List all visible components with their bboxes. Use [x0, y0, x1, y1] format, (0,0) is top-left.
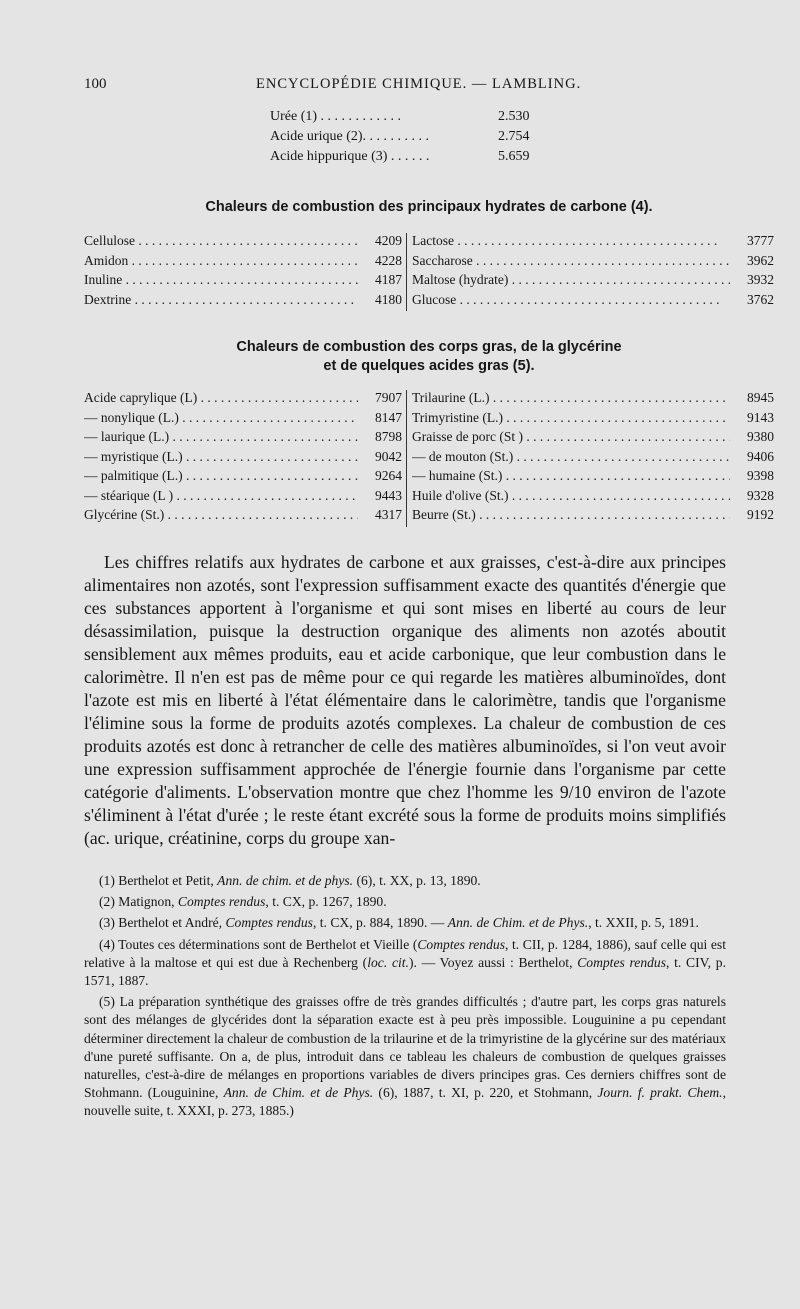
table-row [84, 449, 402, 469]
leader-dots: . . . . . . [387, 149, 430, 164]
table-row [412, 468, 774, 488]
leader-dots: . . . . . . . . . . . . [317, 109, 402, 124]
row-name: — stéarique (L ) . . . [84, 488, 358, 508]
table-row [412, 390, 774, 410]
row-name: — myristique (L.) . . . [84, 449, 358, 469]
table-row [412, 233, 774, 253]
column-divider [406, 390, 407, 527]
running-head [84, 76, 774, 98]
row-value: 9264 [375, 468, 402, 483]
row-value: 4228 [375, 252, 402, 268]
table-row [270, 109, 550, 129]
row-value: 3777 [747, 233, 774, 248]
row-name: Amidon . . . [84, 253, 358, 273]
table-row [412, 488, 774, 508]
row-value: 9042 [375, 448, 402, 464]
row-value: 4209 [375, 233, 402, 248]
table-row [412, 449, 774, 469]
row-name: Trilaurine (L.) . . . [412, 390, 730, 410]
fats-heading-line2: et de quelques acides gras (5). [323, 358, 535, 374]
table-row [412, 429, 774, 449]
fats-heading-line1: Chaleurs de combustion des corps gras, de la glycérine [236, 339, 622, 355]
table-row [412, 507, 774, 527]
row-value: 9398 [747, 468, 774, 483]
row-name: Acide urique (2) [270, 129, 363, 144]
table-row [412, 292, 774, 312]
row-value: 7907 [375, 390, 402, 405]
table-row [84, 429, 402, 449]
row-name: Beurre (St.) . . . [412, 507, 730, 527]
row-value: 8147 [375, 409, 402, 425]
body-paragraph: Les chiffres relatifs aux hydrates de carbone et aux graisses, c'est-à-dire aux principes alimentaires non azotés, sont l'expression suffisamment exacte des quantités d'énergie que ces substances apportent à l'organisme et qui sont mises en liberté au cours de leur désassimilation, puisque la destruction organique des aliments non azotés aboutit sensiblement aux mêmes produits, eau et acide carbonique, que leur combustion dans le calorimètre. Il n'en est pas de même pour ce qui regarde les matières albuminoïdes, dont l'azote est mis en liberté à l'état élémentaire dans le calorimètre, tandis que l'organisme l'élimine sous la forme de produits azotés complexes. La chaleur de combustion de ces produits azotés est donc à retrancher de celle des matières albuminoïdes, si l'on veut avoir une expression suffisamment approchée de l'énergie fournie dans l'organisme par cette catégorie d'aliments. L'observation montre que chez l'homme les 9/10 environ de l'azote s'éliminent à l'état d'urée ; le reste étant excrété sous la forme de produits moins simplifiés (ac. urique, créatinine, corps du groupe xan- [84, 552, 726, 848]
row-name: Cellulose . . . [84, 233, 358, 253]
footnote-1: (1) Berthelot et Petit, Ann. de chim. et de phys. (6), t. XX, p. 13, 1890. [99, 873, 481, 888]
table-column-left [84, 233, 402, 311]
row-name: Maltose (hydrate) . . . [412, 272, 730, 292]
row-name: Graisse de porc (St ) . . . [412, 429, 730, 449]
row-value: 2.754 [498, 129, 530, 144]
row-value: 9406 [747, 448, 774, 464]
row-value: 2.530 [498, 109, 530, 124]
row-value: 4187 [375, 272, 402, 287]
footnote-5: (5) La préparation synthétique des graisses offre de très grandes difficultés ; d'autre part, les corps gras naturels sont des mélanges de glycérides dont la séparation exacte est à peu près impossible. Louguinine a pu cependant déterminer directement la chaleur de combustion de la trilaurine et de la trimyristine de la glycérine sur des matériaux d'une pureté suffisante. On a, de plus, introduit dans ce tableau les chaleurs de combustion de quelques graisses naturelles, c'est-à-dire de mélanges en proportions variables de divers principes gras. Ces derniers chiffres sont de Stohmann. (Louguinine, Ann. de Chim. et de Phys. (6), 1887, t. XI, p. 220, et Stohmann, Journ. f. prakt. Chem., nouvelle suite, t. XXXI, p. 273, 1885.) [84, 994, 726, 1119]
table-row [84, 253, 402, 273]
row-value: 9192 [747, 507, 774, 522]
footnotes [84, 872, 726, 1124]
table-row [270, 149, 550, 169]
table-row [84, 468, 402, 488]
table-row [412, 253, 774, 273]
row-name: Inuline . . . [84, 272, 358, 292]
row-name: Lactose . . . [412, 233, 730, 253]
row-name: Dextrine . . . [84, 292, 358, 312]
leader-dots: . . . . . . . . . . [362, 129, 430, 144]
row-name: Saccharose . . . [412, 253, 730, 273]
table-row [84, 390, 402, 410]
table-row [84, 410, 402, 430]
row-value: 5.659 [498, 149, 530, 164]
table-row [84, 292, 402, 312]
row-value: 3762 [747, 291, 774, 307]
page-number: 100 [84, 76, 107, 92]
row-value: 9143 [747, 409, 774, 425]
table-column-right [412, 390, 774, 527]
row-value: 4317 [375, 507, 402, 522]
row-name: — nonylique (L.) . . . [84, 410, 358, 430]
row-name: — palmitique (L.) . . . [84, 468, 358, 488]
table-column-right [412, 233, 774, 311]
fats-table [84, 390, 774, 530]
footnote-3: (3) Berthelot et André, Comptes rendus, t. CX, p. 884, 1890. — Ann. de Chim. et de Phys., t. XXII, p. 5, 1891. [99, 915, 699, 931]
row-name: — laurique (L.) . . . [84, 429, 358, 449]
table-row [412, 272, 774, 292]
row-name: — de mouton (St.) . . . [412, 449, 730, 469]
row-name: Glucose . . . [412, 292, 730, 312]
column-divider [406, 233, 407, 311]
row-value: 3932 [747, 272, 774, 287]
row-value: 9328 [747, 487, 774, 503]
carbohydrates-heading: Chaleurs de combustion des principaux hydrates de carbone (4). [205, 199, 653, 215]
row-name: Acide caprylique (L) . . . [84, 390, 358, 410]
running-title: ENCYCLOPÉDIE CHIMIQUE. — LAMBLING. [256, 76, 582, 92]
row-name: Huile d'olive (St.) . . . [412, 488, 730, 508]
table-row [412, 410, 774, 430]
row-value: 4180 [375, 291, 402, 307]
table-row [84, 233, 402, 253]
table-row [270, 129, 550, 149]
row-name: Urée (1) [270, 109, 318, 124]
nitrogen-compounds-table [270, 109, 550, 169]
row-value: 8945 [747, 390, 774, 405]
row-value: 8798 [375, 429, 402, 444]
row-name: — humaine (St.) . . . [412, 468, 730, 488]
footnote-2: (2) Matignon, Comptes rendus, t. CX, p. 1267, 1890. [99, 894, 387, 910]
row-name: Glycérine (St.) . . . [84, 507, 358, 527]
row-value: 9443 [375, 487, 402, 503]
carbohydrates-table [84, 233, 774, 313]
row-value: 9380 [747, 429, 774, 444]
table-row [84, 488, 402, 508]
row-name: Acide hippurique (3) [270, 149, 388, 164]
row-value: 3962 [747, 252, 774, 268]
footnote-4: (4) Toutes ces déterminations sont de Berthelot et Vieille (Comptes rendus, t. CII, p. 1284, 1886), sauf celle qui est relative à la maltose et qui est due à Rechenberg (loc. cit.). — Voyez aussi : Berthelot, Comptes rendus, t. CIV, p. 1571, 1887. [84, 936, 726, 989]
table-row [84, 272, 402, 292]
row-name: Trimyristine (L.) . . . [412, 410, 730, 430]
table-column-left [84, 390, 402, 527]
table-row [84, 507, 402, 527]
